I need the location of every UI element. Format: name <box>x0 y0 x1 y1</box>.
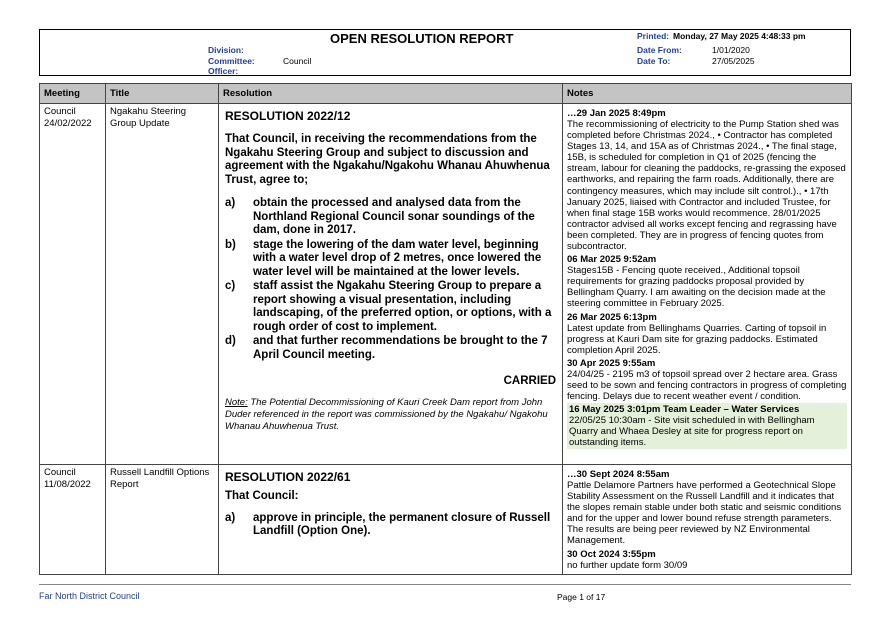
printed-value: Monday, 27 May 2025 4:48:33 pm <box>673 31 806 41</box>
note-body: The recommissioning of electricity to the Pump Station shed was completed before Christmas 2024., • Contractor has completed Stages 13, 14, and 15A as of Christmas 2024., • The final stage, 15B, is scheduled for completion in Q1 of 2025 (fencing the stream, labour for cleaning the paddocks, re-grassing the exposed earthworks, and repairing the farm roads. Additionally, there are contingency measures, which may include silt control.)., • 17th January 2025, liaised with Contractor and included Trustee, for when final stage 15B works would recommence. 28/01/2025 contractor advised all works except fencing and regrassing have been completed. They are in progress of fencing quotes from subcontractor. <box>567 119 846 253</box>
item-text: staff assist the Ngakahu Steering Group to prepare a report showing a visual presentation, including landscaping, of the preferred option, or options, with a rough order of cost to implement. <box>253 280 552 333</box>
date-to-value: 27/05/2025 <box>712 56 755 66</box>
footer-divider <box>39 584 851 585</box>
note-date: 26 Mar 2025 6:13pm <box>567 311 657 323</box>
date-from-value: 1/01/2020 <box>712 45 750 55</box>
note-label: Note: <box>225 397 248 408</box>
note-body: Latest update from Bellinghams Quarries. Carting of topsoil in progress at Kauri Dam site for grazing paddocks. Estimated completion April 2025. <box>567 322 827 356</box>
note-date: 06 Mar 2025 9:52am <box>567 254 657 266</box>
highlighted-note <box>567 403 847 449</box>
item-letter: a) <box>225 197 236 209</box>
table-row <box>40 465 852 575</box>
notes-cell <box>563 104 852 465</box>
resolution-heading: RESOLUTION 2022/61 <box>225 470 351 484</box>
division-label: Division: <box>208 45 244 55</box>
meeting-date: 11/08/2022 <box>44 478 91 490</box>
resolution-cell <box>219 104 563 465</box>
report-title: OPEN RESOLUTION REPORT <box>330 31 514 46</box>
item-text: obtain the processed and analysed data from the Northland Regional Council sonar soundings of the dam, done in 2017. <box>253 197 535 236</box>
date-to-label: Date To: <box>637 56 671 66</box>
resolution-intro: That Council, in receiving the recommendations from the Ngakahu Steering Group and subject to discussion and agreement with the Ngakahu/Ngakohu Whanau Ahuwhenua Trust, agree to; <box>225 133 550 186</box>
col-header-notes: Notes <box>563 84 852 104</box>
note-date: …30 Sept 2024 8:55am <box>567 469 670 480</box>
list-item <box>225 280 556 334</box>
report-header <box>39 29 851 76</box>
item-letter: d) <box>225 335 236 347</box>
meeting-cell <box>40 465 106 575</box>
meeting-cell <box>40 104 106 465</box>
meeting-date: 24/02/2022 <box>44 117 92 129</box>
committee-label: Committee: <box>208 56 255 66</box>
item-letter: c) <box>225 280 236 292</box>
footer-org: Far North District Council <box>39 591 140 601</box>
note-date: 30 Apr 2025 9:55am <box>567 357 656 369</box>
printed-label: Printed: <box>637 31 670 41</box>
title-cell: Ngakahu Steering Group Update <box>106 104 219 465</box>
col-header-resolution: Resolution <box>219 84 563 104</box>
note-date: …29 Jan 2025 8:49pm <box>567 108 666 119</box>
list-item <box>225 197 556 238</box>
resolution-note <box>225 397 556 433</box>
note-body: no further update form 30/09 <box>567 559 688 571</box>
resolution-table <box>39 83 852 575</box>
title-cell: Russell Landfill Options Report <box>106 465 219 575</box>
item-text: stage the lowering of the dam water level, beginning with a water level drop of 2 metres, once lowered the water level will be maintained at the lower levels. <box>253 238 542 278</box>
page-number: Page 1 of 17 <box>557 592 606 602</box>
resolution-items <box>225 197 556 362</box>
officer-label: Officer: <box>208 66 239 76</box>
note-body: 22/05/25 10:30am - Site visit scheduled in with Bellingham Quarry and Whaea Desley at site for progress report on outstanding items. <box>569 415 815 449</box>
note-text: The Potential Decommissioning of Kauri Creek Dam report from John Duder referenced in the report was commissioned by the Ngakahu/ Ngakohu Whanau Ahuwhenua Trust. <box>225 397 548 432</box>
item-text: and that further recommendations be brought to the 7 April Council meeting. <box>253 335 548 361</box>
resolution-cell <box>219 465 563 575</box>
table-row <box>40 104 852 465</box>
note-body: Pattle Delamore Partners have performed a Geotechnical Slope Stability Assessment on the Russell Landfill and it indicates that the slopes remain stable under both static and seismic conditions and for the upper and lower bound refuse strength parameters. The results are being peer reviewed by NZ Environmental Management. <box>567 480 842 547</box>
note-body: Stages15B - Fencing quote received., Additional topsoil requirements for grazing paddocks proposal provided by Bellingham Quarry. I am awaiting on the decision made at the steering committee in February 2025. <box>567 265 826 310</box>
col-header-meeting: Meeting <box>40 84 106 104</box>
list-item <box>225 239 556 280</box>
item-text: approve in principle, the permanent closure of Russell Landfill (Option One). <box>253 511 551 537</box>
note-date: 16 May 2025 3:01pm Team Leader – Water Services <box>569 404 800 416</box>
col-header-title: Title <box>106 84 219 104</box>
note-date: 30 Oct 2024 3:55pm <box>567 548 656 560</box>
list-item <box>225 512 556 539</box>
resolution-intro: That Council: <box>225 490 299 502</box>
notes-cell <box>563 465 852 575</box>
note-body: 24/04/25 - 2195 m3 of topsoil spread over 2 hectare area. Grass seed to be sown and fencing contractors in progress of completing fencing. Delays due to recent weather event / condition. <box>567 368 847 402</box>
resolution-heading: RESOLUTION 2022/12 <box>225 109 351 123</box>
list-item <box>225 335 556 362</box>
committee-value: Council <box>283 56 312 66</box>
date-from-label: Date From: <box>637 45 682 55</box>
resolution-items <box>225 512 556 539</box>
meeting-type: Council <box>44 106 76 117</box>
carried-label: CARRIED <box>503 375 556 387</box>
item-letter: b) <box>225 238 236 251</box>
meeting-type: Council <box>44 467 76 478</box>
item-letter: a) <box>225 511 236 524</box>
table-header-row <box>40 84 852 104</box>
